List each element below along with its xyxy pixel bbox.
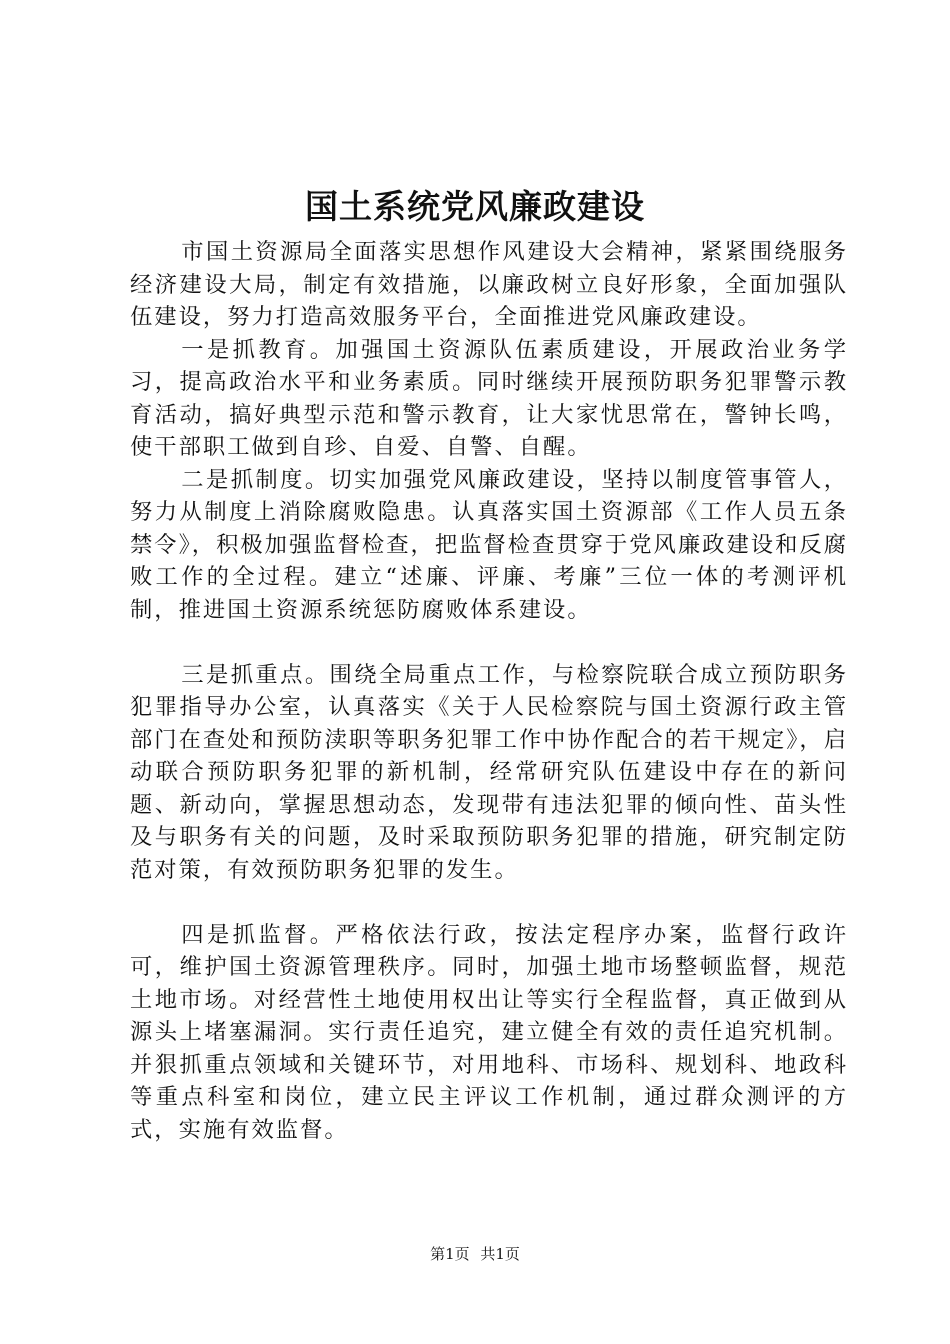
page-total: 共1页 bbox=[480, 1245, 520, 1263]
system-paragraph: 二是抓制度。切实加强党风廉政建设，坚持以制度管事管人，努力从制度上消除腐败隐患。认真落实国土资源部《工作人员五条禁令》，积极加强监督检查，把监督检查贯穿于党风廉政建设和反腐败工作的全过程。建立“述廉、评廉、考廉”三位一体的考测评机制，推进国土资源系统惩防腐败体系建设。 bbox=[130, 466, 848, 623]
document-title: 国土系统党风廉政建设 bbox=[305, 187, 645, 226]
document-body bbox=[130, 236, 848, 1146]
intro-paragraph: 市国土资源局全面落实思想作风建设大会精神，紧紧围绕服务经济建设大局，制定有效措施，以廉政树立良好形象，全面加强队伍建设，努力打造高效服务平台，全面推进党风廉政建设。 bbox=[130, 239, 848, 330]
page-footer bbox=[0, 1244, 950, 1264]
focus-paragraph: 三是抓重点。围绕全局重点工作，与检察院联合成立预防职务犯罪指导办公室，认真落实《关于人民检察院与国土资源行政主管部门在查处和预防渎职等职务犯罪工作中协作配合的若干规定》，启动联合预防职务犯罪的新机制，经常研究队伍建设中存在的新问题、新动向，掌握思想动态，发现带有违法犯罪的倾向性、苗头性及与职务有关的问题，及时采取预防职务犯罪的措施，研究制定防范对策，有效预防职务犯罪的发生。 bbox=[130, 661, 848, 883]
supervision-paragraph: 四是抓监督。严格依法行政，按法定程序办案，监督行政许可，维护国土资源管理秩序。同时，加强土地市场整顿监督，规范土地市场。对经营性土地使用权出让等实行全程监督，真正做到从源头上堵塞漏洞。实行责任追究，建立健全有效的责任追究机制。并狠抓重点领域和关键环节，对用地科、市场科、规划科、地政科等重点科室和岗位，建立民主评议工作机制，通过群众测评的方式，实施有效监督。 bbox=[130, 921, 848, 1143]
education-paragraph: 一是抓教育。加强国土资源队伍素质建设，开展政治业务学习，提高政治水平和业务素质。同时继续开展预防职务犯罪警示教育活动，搞好典型示范和警示教育，让大家忧思常在，警钟长鸣，使干部职工做到自珍、自爱、自警、自醒。 bbox=[130, 336, 848, 460]
page-number: 第1页 bbox=[430, 1245, 470, 1263]
